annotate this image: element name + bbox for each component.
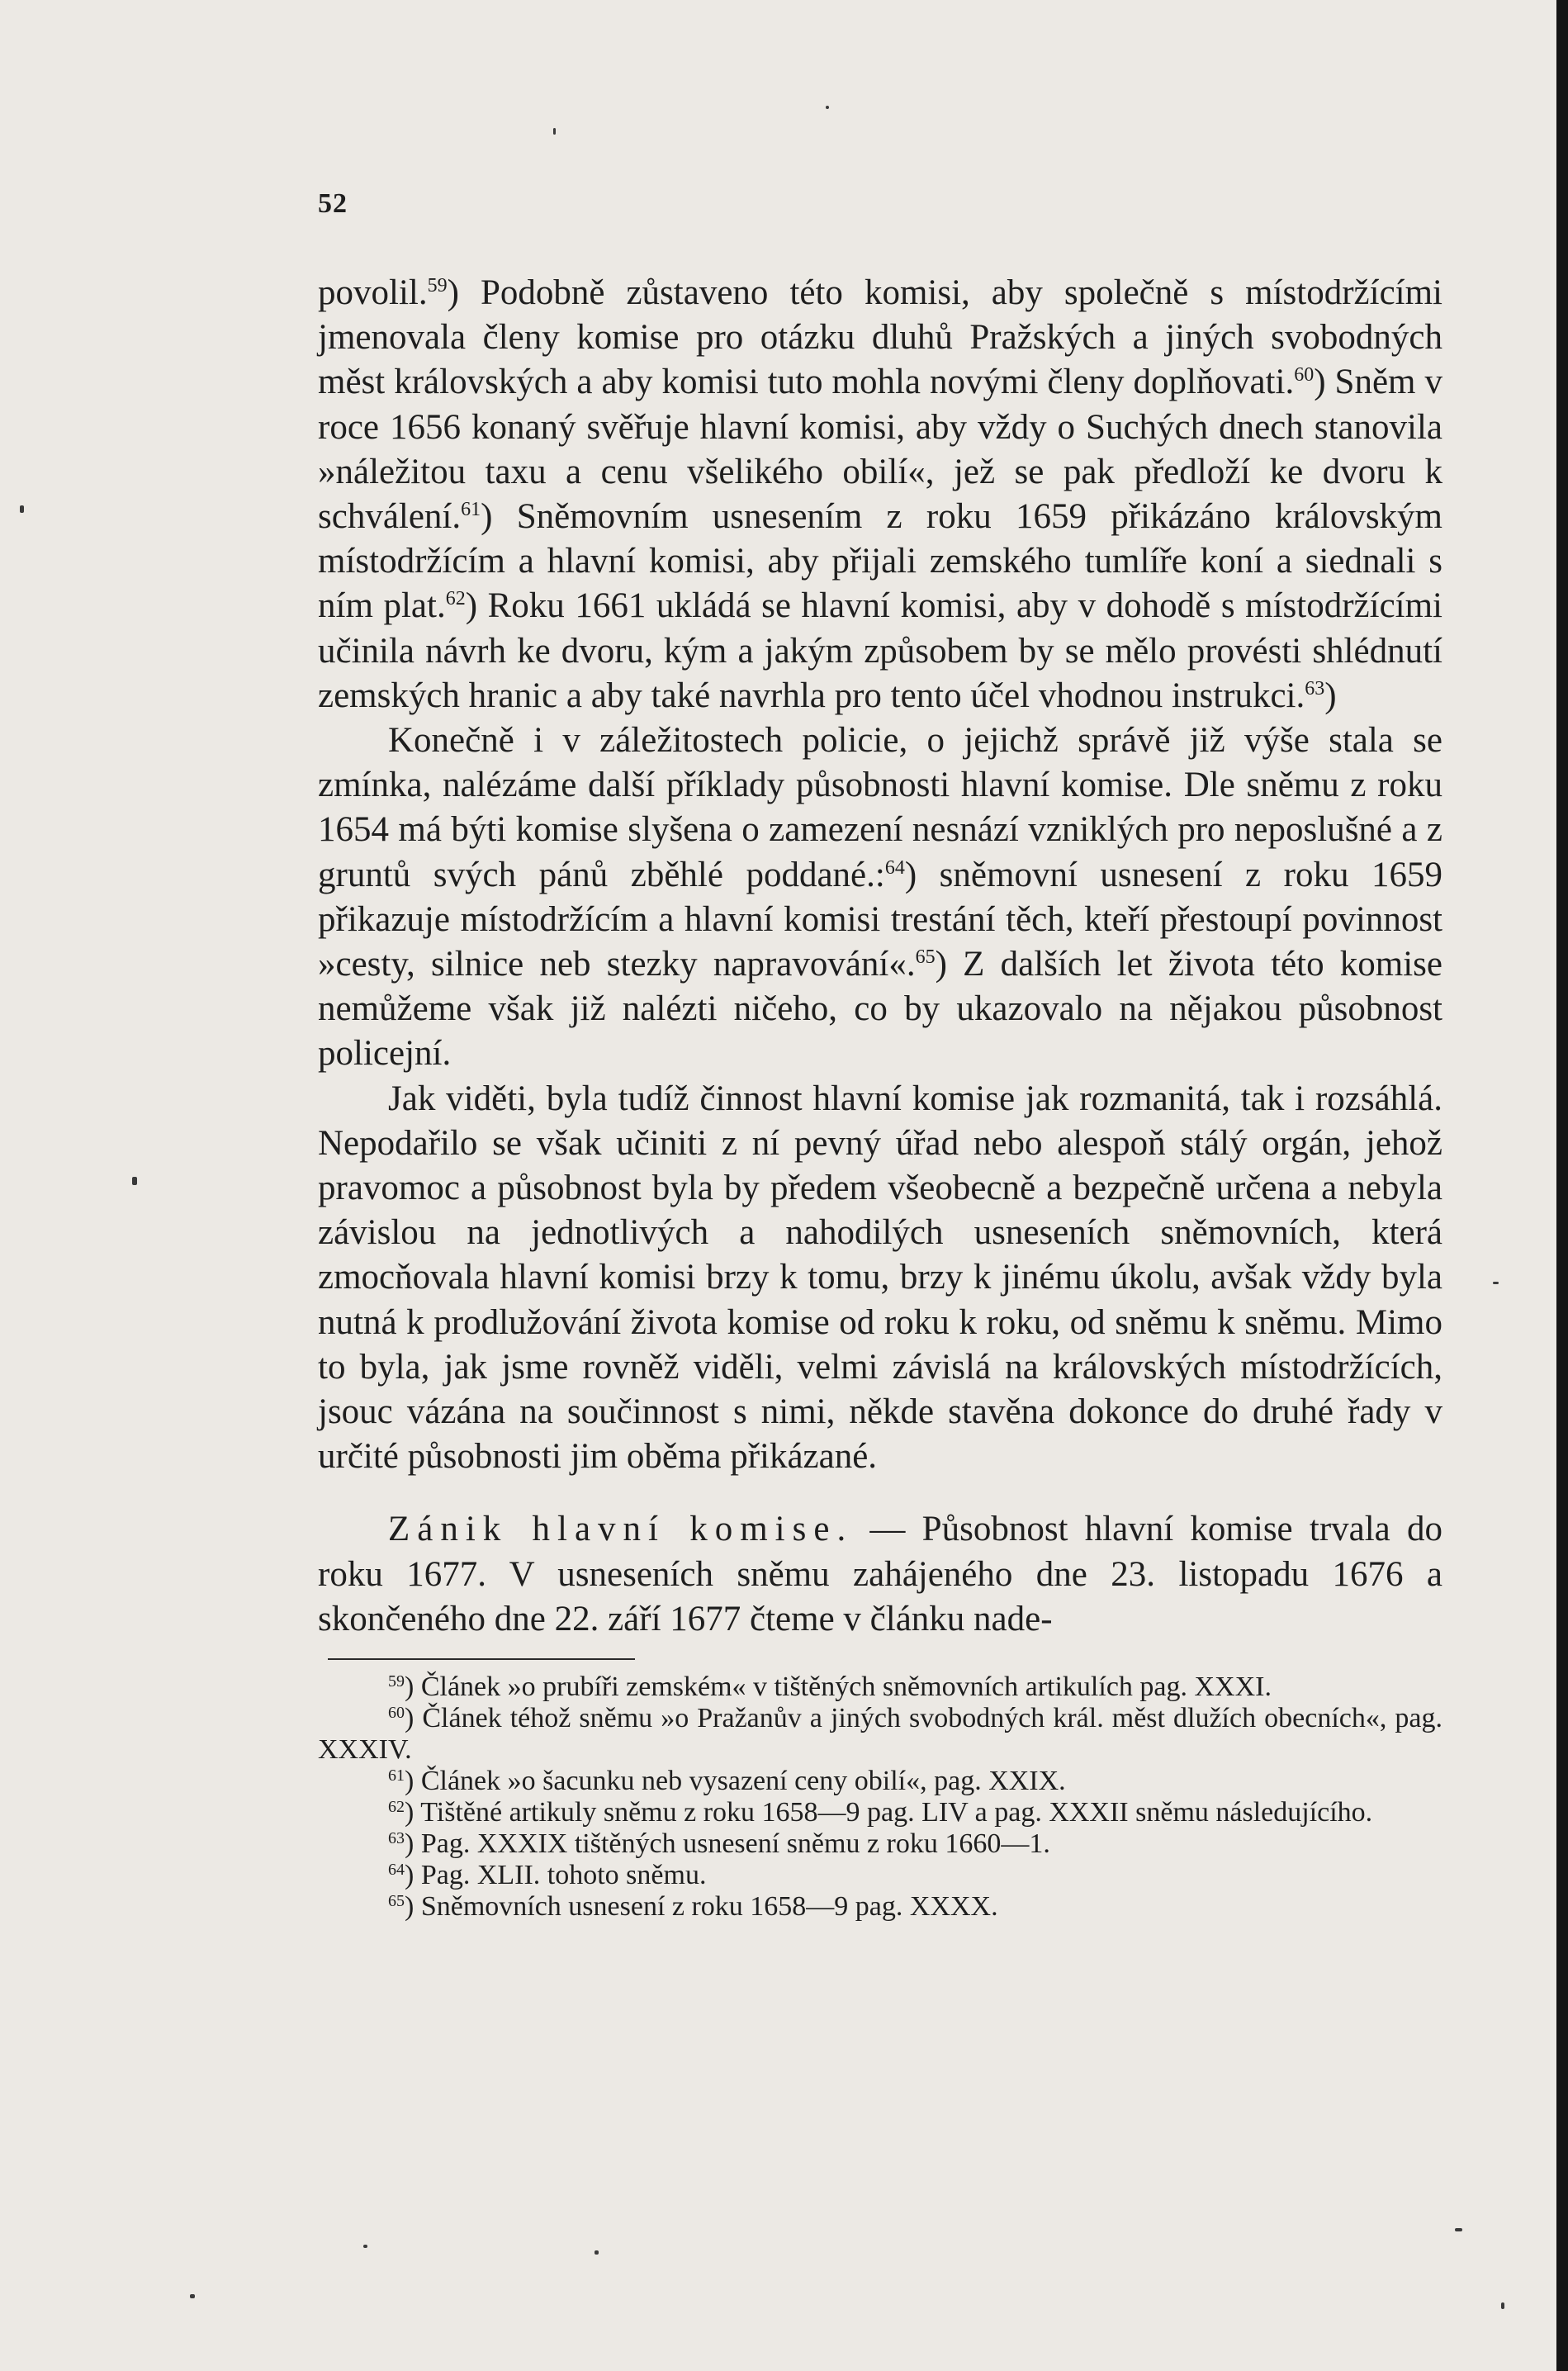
footnote xyxy=(318,1797,1442,1828)
footnote-number: 61 xyxy=(388,1766,405,1785)
footnote-ref: 62 xyxy=(445,588,466,610)
scan-speck xyxy=(553,128,556,135)
text-run: ) xyxy=(1324,676,1337,715)
scan-speck xyxy=(363,2245,367,2248)
footnote xyxy=(318,1766,1442,1797)
footnote-ref: 60 xyxy=(1294,364,1315,386)
footnote-ref: 61 xyxy=(461,499,481,521)
footnotes xyxy=(318,1672,1442,1923)
footnote-number: 64 xyxy=(388,1861,405,1879)
text-run: — Působnost hlavní komise trvala do roku 1677. V usneseních sněmu zahájeného dne 23. listopadu 1676 a skončeného dne 22. září 1677 čteme v článku nade- xyxy=(318,1510,1442,1638)
footnote-text: ) Článek téhož sněmu »o Pražanův a jiných svobodných král. měst dlužích obecních«, pag. XXXIV. xyxy=(318,1703,1442,1765)
text-run: povolil. xyxy=(318,273,428,312)
paragraph-3 xyxy=(318,1077,1442,1480)
footnote-ref: 65 xyxy=(915,946,936,969)
footnote xyxy=(318,1672,1442,1703)
footnote xyxy=(318,1703,1442,1766)
paragraph-1 xyxy=(318,271,1442,718)
scan-speck xyxy=(20,505,24,513)
footnote-ref: 64 xyxy=(884,856,905,879)
scan-speck xyxy=(190,2294,195,2298)
text-run: ) Roku 1661 ukládá se hlavní komisi, aby v dohodě s místodržícími učinila návrh ke dvoru, kým a jakým způsobem by se mělo provésti shlédnutí zemských hranic a aby také navrhla pro tento účel vhodnou instrukci. xyxy=(318,586,1443,715)
scan-speck xyxy=(826,106,829,109)
footnote-number: 63 xyxy=(388,1829,405,1847)
footnote-number: 65 xyxy=(388,1892,405,1910)
footnote xyxy=(318,1860,1442,1891)
text-run: Jak viděti, byla tudíž činnost hlavní komise jak rozmanitá, tak i rozsáhlá. Nepodařilo se však učiniti z ní pevný úřad nebo alespoň stálý orgán, jehož pravomoc a působnost byla by předem všeobecně a bezpečně určena a nebyla závislou na jednotlivých a nahodilých usneseních sněmovních, která zmocňovala hlavní komisi brzy k tomu, brzy k jinému úkolu, avšak vždy byla nutná k prodlužování života komise od roku k roku, od sněmu k sněmu. Mimo to byla, jak jsme rovněž viděli, velmi závislá na královských místodržících, jsouc vázána na součinnost s nimi, někde stavěna dokonce do druhé řady v určité působnosti jim oběma přikázané. xyxy=(318,1079,1442,1477)
scan-speck xyxy=(1501,2302,1504,2309)
scan-speck xyxy=(1455,2228,1462,2231)
text-run: ) Sněm v roce 1656 konaný svěřuje hlavní komisi, aby vždy o Suchých dnech stanovila »náležitou taxu a cenu všelikého obilí«, jež se pak předloží ke dvoru k schválení. xyxy=(318,363,1442,537)
footnote-text: ) Článek »o šacunku neb vysazení ceny obilí«, pag. XXIX. xyxy=(405,1766,1066,1796)
footnote-divider xyxy=(328,1658,635,1660)
footnote-text: ) Pag. XXXIX tištěných usnesení sněmu z roku 1660—1. xyxy=(405,1828,1050,1859)
footnote xyxy=(318,1828,1442,1860)
footnote-text: ) Tištěné artikuly sněmu z roku 1658—9 pag. LIV a pag. XXXII sněmu následujícího. xyxy=(405,1797,1373,1828)
text-run: Konečně i v záležitostech policie, o jejichž správě již výše stala se zmínka, nalézáme další příklady působnosti hlavní komise. Dle sněmu z roku 1654 má býti komise slyšena o zamezení nesnází vzniklých pro neposlušné a z gruntů svých pánů zběhlé poddané.: xyxy=(318,721,1442,894)
footnote xyxy=(318,1891,1442,1923)
text-run: ) Podobně zůstaveno této komisi, aby společně s místodržícími jmenovala členy komise pro otázku dluhů Pražských a jiných svobodných měst královských a aby komisi tuto mohla novými členy doplňovati. xyxy=(318,273,1442,402)
text-run: ) sněmovní usnesení z roku 1659 přikazuje místodržícím a hlavní komisi trestání těch, kteří přestoupí povinnost »cesty, silnice neb stezky napravování«. xyxy=(318,855,1442,984)
footnote-number: 59 xyxy=(388,1672,405,1691)
footnote-ref: 59 xyxy=(427,275,448,296)
section-heading: Zánik hlavní komise. xyxy=(388,1510,854,1549)
page-number: 52 xyxy=(318,188,348,219)
scan-speck xyxy=(1493,1282,1499,1284)
footnote-number: 60 xyxy=(388,1704,405,1722)
body-text xyxy=(318,271,1442,1642)
text-run: ) Z dalších let života této komise nemůžeme však již nalézti ničeho, co by ukazovalo na nějakou působnost policejní. xyxy=(318,945,1442,1074)
scan-speck xyxy=(132,1177,137,1185)
footnote-text: ) Pag. XLII. tohoto sněmu. xyxy=(405,1860,707,1890)
paragraph-section-zanik xyxy=(318,1507,1442,1642)
text-run: ) Sněmovním usnesením z roku 1659 přikázáno královským místodržícím a hlavní komisi, aby přijali zemského tumlíře koní a siednali s ním plat. xyxy=(318,497,1442,626)
footnote-text: ) Sněmovních usnesení z roku 1658—9 pag. XXXX. xyxy=(405,1891,998,1922)
footnote-number: 62 xyxy=(388,1798,405,1816)
footnote-ref: 63 xyxy=(1305,677,1325,699)
scan-edge xyxy=(1556,0,1568,2371)
scan-speck xyxy=(595,2250,599,2255)
paragraph-2 xyxy=(318,718,1442,1077)
footnote-text: ) Článek »o prubíři zemském« v tištěných sněmovních artikulích pag. XXXI. xyxy=(405,1672,1272,1702)
